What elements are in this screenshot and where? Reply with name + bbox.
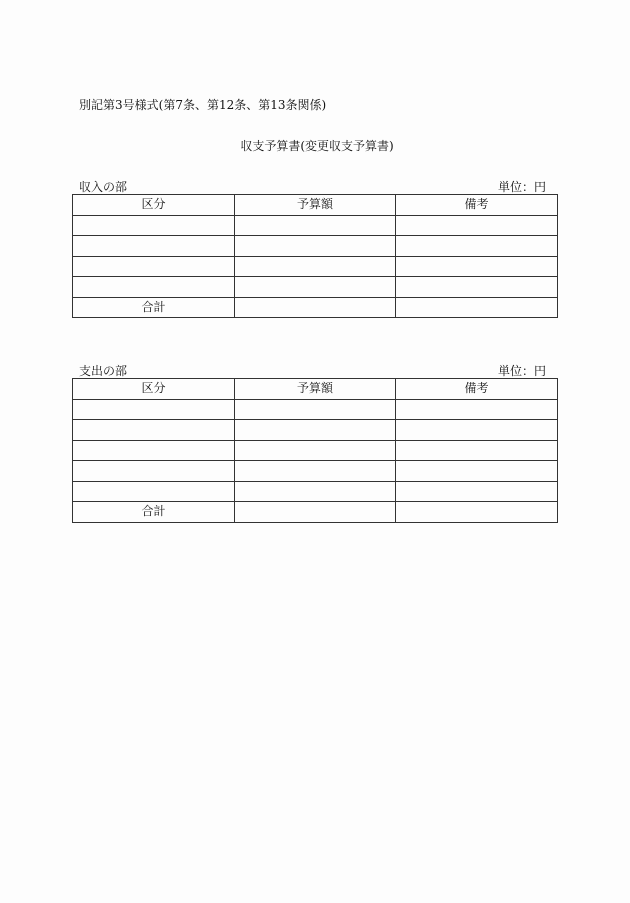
remarks-cell[interactable] — [396, 256, 558, 277]
expense-section-label: 支出の部 — [79, 364, 128, 378]
column-header-remarks: 備考 — [396, 195, 558, 216]
category-cell[interactable] — [73, 440, 235, 461]
column-header-budget-amount: 予算額 — [235, 379, 396, 400]
total-remarks-cell[interactable] — [396, 502, 558, 523]
expense-table — [72, 378, 558, 523]
table-row — [73, 481, 558, 502]
column-header-category: 区分 — [73, 379, 235, 400]
table-row — [73, 420, 558, 441]
income-table — [72, 194, 558, 318]
category-cell[interactable] — [73, 420, 235, 441]
total-label: 合計 — [73, 502, 235, 523]
column-header-category: 区分 — [73, 195, 235, 216]
budget-amount-cell[interactable] — [235, 461, 396, 482]
table-row — [73, 440, 558, 461]
income-section-label: 収入の部 — [79, 180, 128, 194]
category-cell[interactable] — [73, 481, 235, 502]
budget-amount-cell[interactable] — [235, 399, 396, 420]
remarks-cell[interactable] — [396, 461, 558, 482]
expense-header-row — [73, 379, 558, 400]
total-label: 合計 — [73, 297, 235, 318]
remarks-cell[interactable] — [396, 215, 558, 236]
table-row — [73, 215, 558, 236]
budget-amount-cell[interactable] — [235, 277, 396, 298]
remarks-cell[interactable] — [396, 420, 558, 441]
total-budget-amount-cell[interactable] — [235, 297, 396, 318]
remarks-cell[interactable] — [396, 277, 558, 298]
column-header-remarks: 備考 — [396, 379, 558, 400]
budget-amount-cell[interactable] — [235, 256, 396, 277]
table-row — [73, 277, 558, 298]
category-cell[interactable] — [73, 215, 235, 236]
total-remarks-cell[interactable] — [396, 297, 558, 318]
document-title: 収支予算書(変更収支予算書) — [240, 139, 394, 153]
total-budget-amount-cell[interactable] — [235, 502, 396, 523]
budget-amount-cell[interactable] — [235, 481, 396, 502]
income-header-row — [73, 195, 558, 216]
column-header-budget-amount: 予算額 — [235, 195, 396, 216]
total-row — [73, 502, 558, 523]
expense-unit-label: 単位：円 — [497, 364, 546, 378]
category-cell[interactable] — [73, 256, 235, 277]
remarks-cell[interactable] — [396, 399, 558, 420]
category-cell[interactable] — [73, 236, 235, 257]
budget-amount-cell[interactable] — [235, 236, 396, 257]
table-row — [73, 461, 558, 482]
budget-amount-cell[interactable] — [235, 440, 396, 461]
category-cell[interactable] — [73, 461, 235, 482]
budget-amount-cell[interactable] — [235, 420, 396, 441]
table-row — [73, 256, 558, 277]
remarks-cell[interactable] — [396, 481, 558, 502]
remarks-cell[interactable] — [396, 236, 558, 257]
table-row — [73, 399, 558, 420]
income-unit-label: 単位：円 — [497, 180, 546, 194]
form-number-header: 別記第3号様式(第7条、第12条、第13条関係) — [79, 98, 327, 112]
budget-amount-cell[interactable] — [235, 215, 396, 236]
category-cell[interactable] — [73, 277, 235, 298]
remarks-cell[interactable] — [396, 440, 558, 461]
category-cell[interactable] — [73, 399, 235, 420]
total-row — [73, 297, 558, 318]
table-row — [73, 236, 558, 257]
